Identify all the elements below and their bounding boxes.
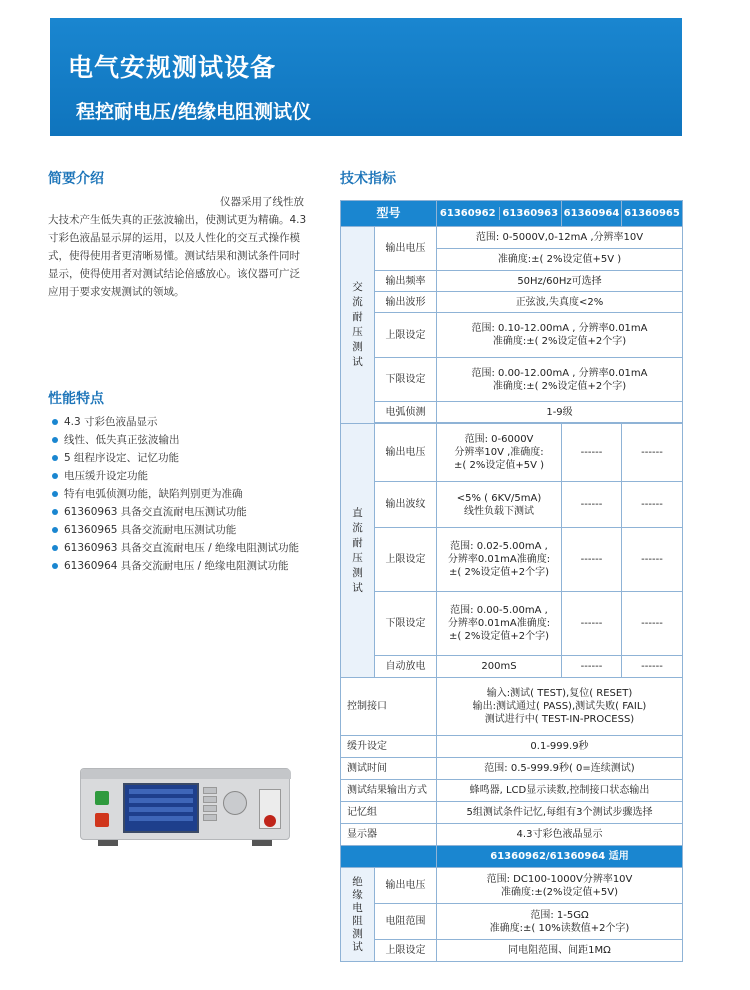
value-line: <5% ( 6KV/5mA) (456, 492, 542, 504)
model-col: 61360963 (499, 207, 562, 220)
ir-category (341, 868, 375, 962)
hv-output-icon (264, 815, 276, 827)
table-row (341, 358, 683, 402)
device-screen (123, 783, 199, 833)
row-label: 电弧侦测 (375, 402, 437, 423)
value-line: 分辨率10V ,准确度: (454, 447, 544, 458)
intro-text (48, 193, 316, 301)
table-header-row (341, 201, 683, 227)
value-line: 范围: 1-5GΩ (530, 909, 589, 921)
foot-icon (98, 840, 118, 846)
device-top (81, 769, 291, 779)
dial-icon (223, 791, 247, 815)
row-value: 4.3寸彩色液晶显示 (437, 824, 683, 846)
bullet-icon (52, 509, 58, 515)
dash-cell: ------ (622, 482, 683, 528)
row-label: 缓升设定 (341, 736, 437, 758)
row-value: 0.1-999.9秒 (437, 736, 683, 758)
row-label: 记忆组 (341, 802, 437, 824)
category-char: 测 (352, 927, 363, 940)
table-row (341, 758, 683, 780)
dash-cell: ------ (562, 656, 622, 678)
row-value: 准确度:±( 2%设定值+5V ) (437, 249, 683, 271)
row-label: 上限设定 (375, 313, 437, 358)
key-icon (203, 814, 217, 821)
category-char: 缘 (352, 888, 363, 901)
key-icon (203, 805, 217, 812)
bullet-icon (52, 563, 58, 569)
row-value (437, 904, 683, 940)
bullet-icon (52, 491, 58, 497)
row-value (437, 678, 683, 736)
device-image (80, 768, 290, 848)
row-label: 输出电压 (375, 424, 437, 482)
table-row (341, 592, 683, 656)
header-banner (50, 18, 682, 136)
row-value: 50Hz/60Hz可选择 (437, 271, 683, 292)
dash-cell: ------ (622, 592, 683, 656)
feature-text: 61360963 具备交直流耐电压 / 绝缘电阻测试功能 (64, 542, 299, 554)
row-label: 电阻范围 (375, 904, 437, 940)
row-label: 输出波纹 (375, 482, 437, 528)
device-body (80, 768, 290, 840)
value-line: 范围: 0.00-5.00mA , (450, 605, 548, 616)
row-value (437, 424, 562, 482)
value-line: 准确度:±( 2%设定值+2个字) (492, 380, 627, 392)
features-list (52, 413, 299, 575)
table-row (341, 868, 683, 904)
row-value (437, 592, 562, 656)
row-label: 输出电压 (375, 227, 437, 271)
value-line: 范围: 0-6000V (464, 434, 534, 445)
row-label: 测试时间 (341, 758, 437, 780)
category-char: 试 (352, 940, 363, 953)
features-heading: 性能特点 (48, 391, 104, 407)
value-line: 准确度:±( 10%读数值+2个字) (489, 922, 630, 934)
feature-item (52, 467, 299, 485)
dash-cell: ------ (562, 424, 622, 482)
row-value: 正弦波,失真度<2% (437, 292, 683, 313)
category-char: 压 (352, 551, 363, 564)
row-label: 下限设定 (375, 592, 437, 656)
reset-button-icon (95, 813, 109, 827)
category-char: 流 (352, 296, 363, 308)
table-row (341, 904, 683, 940)
feature-text: 4.3 寸彩色液晶显示 (64, 416, 158, 428)
page-title: 电气安规测试设备 (68, 53, 277, 82)
screen-line (129, 816, 193, 821)
screen-line (129, 798, 193, 803)
row-label: 控制接口 (341, 678, 437, 736)
table-row (341, 656, 683, 678)
value-line: 输出:测试通过( PASS),测试失败( FAIL) (472, 701, 647, 712)
table-row (341, 424, 683, 482)
row-label: 输出频率 (375, 271, 437, 292)
value-line: 输入:测试( TEST),复位( RESET) (486, 688, 633, 699)
feature-item (52, 503, 299, 521)
feature-text: 61360965 具备交流耐电压测试功能 (64, 524, 237, 536)
feature-text: 61360963 具备交直流耐电压测试功能 (64, 506, 247, 518)
feature-item (52, 539, 299, 557)
feature-text: 线性、低失真正弦波输出 (64, 434, 180, 446)
feature-item (52, 431, 299, 449)
row-label: 显示器 (341, 824, 437, 846)
intro-line: 仪器采用了线性放 (220, 196, 304, 208)
test-button-icon (95, 791, 109, 805)
table-row (341, 313, 683, 358)
category-char: 测 (352, 566, 363, 579)
value-line: 范围: 0.02-5.00mA , (450, 541, 548, 552)
table-row (341, 940, 683, 962)
row-value: 同电阻范围、间距1MΩ (437, 940, 683, 962)
row-label: 测试结果输出方式 (341, 780, 437, 802)
ir-band-label: 61360962/61360964 适用 (437, 846, 683, 868)
row-value: 200mS (437, 656, 562, 678)
feature-item (52, 449, 299, 467)
category-char: 测 (352, 341, 363, 353)
table-row (341, 227, 683, 249)
table-band-row (341, 846, 683, 868)
row-label: 上限设定 (375, 528, 437, 592)
intro-line: 寸彩色液晶显示屏的运用，以及人性化的交互式操作模 (48, 232, 300, 244)
value-line: 准确度:±( 2%设定值+2个字) (492, 336, 627, 347)
row-value (437, 482, 562, 528)
table-row (341, 736, 683, 758)
table-row (341, 824, 683, 846)
table-row (341, 528, 683, 592)
category-char: 直 (352, 506, 363, 519)
feature-text: 5 组程序设定、记忆功能 (64, 452, 180, 464)
row-label: 下限设定 (375, 358, 437, 402)
row-value: 5组测试条件记忆,每组有3个测试步骤选择 (437, 802, 683, 824)
model-col: 61360965 (622, 201, 683, 227)
table-row (341, 482, 683, 528)
value-line: ±( 2%设定值+2个字) (449, 567, 549, 578)
category-char: 阻 (352, 914, 363, 927)
dc-category (341, 424, 375, 678)
row-value: 范围: 0.5-999.9秒( 0=连续测试) (437, 758, 683, 780)
value-line: 分辨率0.01mA准确度: (447, 554, 551, 565)
category-char: 流 (352, 521, 363, 534)
value-line: 范围: 0.10-12.00mA , 分辨率0.01mA (471, 323, 648, 334)
row-value (437, 868, 683, 904)
dash-cell: ------ (562, 592, 622, 656)
feature-text: 特有电弧侦测功能，缺陷判别更为准确 (64, 488, 243, 500)
dash-cell: ------ (562, 528, 622, 592)
dash-cell: ------ (622, 528, 683, 592)
feature-item (52, 521, 299, 539)
value-line: ±( 2%设定值+5V ) (454, 460, 544, 471)
feature-text: 电压缓升设定功能 (64, 470, 148, 482)
value-line: 范围: 0.00-12.00mA , 分辨率0.01mA (471, 367, 648, 379)
bullet-icon (52, 473, 58, 479)
category-char: 电 (352, 901, 363, 914)
category-char: 试 (352, 581, 363, 594)
table-row (341, 292, 683, 313)
model-label: 型号 (341, 201, 437, 227)
model-col: 61360962 (439, 208, 496, 219)
category-char: 交 (352, 281, 363, 293)
dash-cell: ------ (622, 656, 683, 678)
feature-text: 61360964 具备交流耐电压 / 绝缘电阻测试功能 (64, 560, 289, 572)
dash-cell: ------ (562, 482, 622, 528)
intro-line: 应用于要求安规测试的领域。 (48, 286, 185, 298)
intro-line: 大技术产生低失真的正弦波输出，使测试更为精确。4.3 (48, 214, 307, 226)
value-line: 范围: DC100-1000V分辨率10V (486, 873, 633, 885)
foot-icon (252, 840, 272, 846)
row-value (437, 358, 683, 402)
feature-item (52, 413, 299, 431)
row-value (437, 528, 562, 592)
intro-heading: 简要介绍 (48, 171, 104, 187)
category-char: 绝 (352, 875, 363, 888)
specs-heading: 技术指标 (340, 171, 396, 187)
category-char: 压 (352, 326, 363, 338)
row-value: 范围: 0-5000V,0-12mA ,分辨率10V (437, 227, 683, 249)
row-value (437, 313, 683, 358)
intro-line: 显示，使得使用者对测试结论倍感放心。该仪器可广泛 (48, 268, 300, 280)
row-value: 蜂鸣器, LCD显示读数,控制接口状态输出 (437, 780, 683, 802)
model-header-cell (437, 201, 562, 227)
category-char: 耐 (352, 311, 363, 323)
model-col: 61360964 (562, 201, 622, 227)
row-value: 1-9级 (437, 402, 683, 423)
key-icon (203, 796, 217, 803)
table-row (341, 402, 683, 423)
table-row (341, 271, 683, 292)
row-label: 自动放电 (375, 656, 437, 678)
bullet-icon (52, 437, 58, 443)
value-line: 分辨率0.01mA准确度: (447, 618, 551, 629)
bullet-icon (52, 455, 58, 461)
device-feet (90, 840, 280, 846)
table-row (341, 802, 683, 824)
band-spacer (341, 846, 437, 868)
table-row (341, 678, 683, 736)
category-char: 耐 (352, 536, 363, 549)
category-char: 试 (352, 356, 363, 368)
bullet-icon (52, 419, 58, 425)
page-subtitle: 程控耐电压/绝缘电阻测试仪 (76, 101, 311, 123)
feature-item (52, 557, 299, 575)
spec-table (340, 200, 683, 962)
screen-line (129, 807, 193, 812)
row-label: 输出电压 (375, 868, 437, 904)
value-line: 线性负载下测试 (464, 505, 534, 517)
screen-line (129, 789, 193, 794)
value-line: 测试进行中( TEST-IN-PROCESS) (484, 714, 635, 725)
intro-line: 式，使得使用者更清晰易懂。测试结果和测试条件同时 (48, 250, 300, 262)
row-label: 上限设定 (375, 940, 437, 962)
value-line: ±( 2%设定值+2个字) (449, 631, 549, 642)
row-label: 输出波形 (375, 292, 437, 313)
bullet-icon (52, 527, 58, 533)
feature-item (52, 485, 299, 503)
ac-category (341, 227, 375, 424)
table-row (341, 780, 683, 802)
bullet-icon (52, 545, 58, 551)
dash-cell: ------ (622, 424, 683, 482)
value-line: 准确度:±(2%设定值+5V) (501, 886, 618, 898)
key-icon (203, 787, 217, 794)
